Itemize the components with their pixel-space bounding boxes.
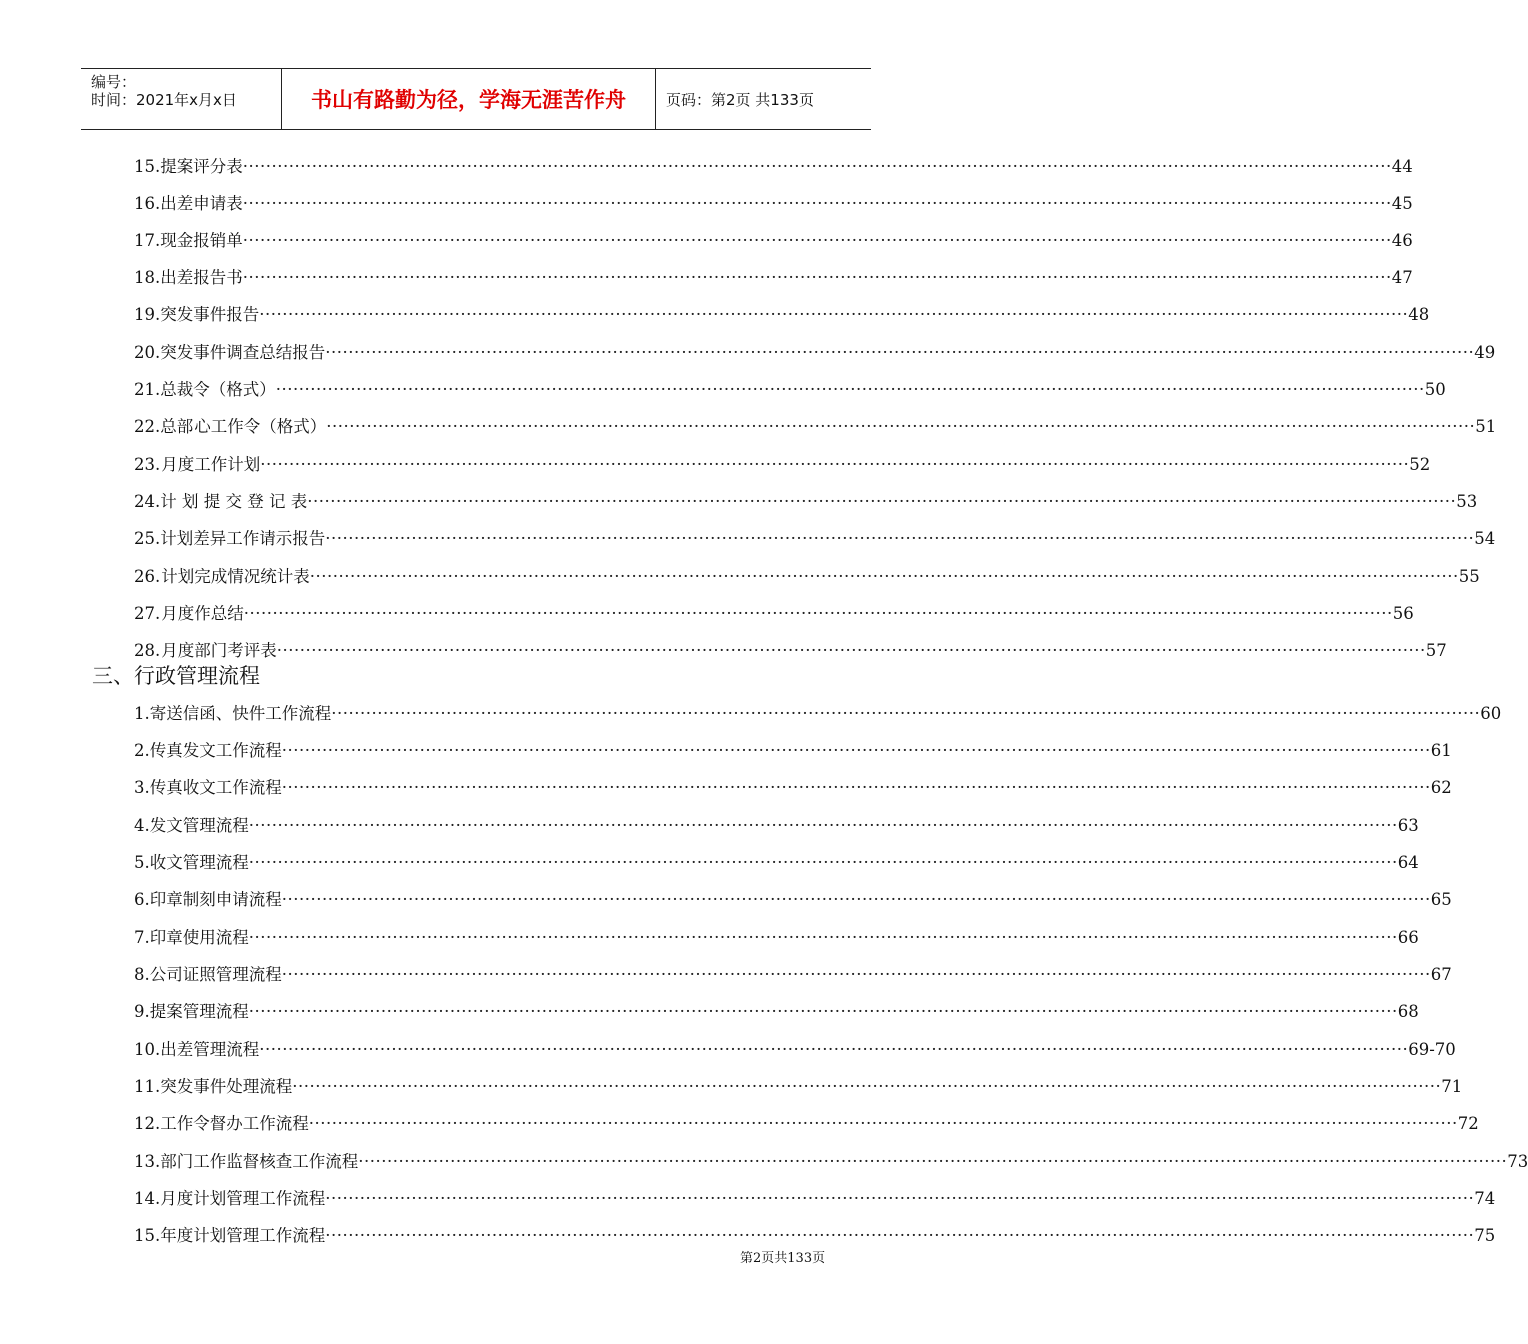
toc-title: 总裁令（格式） xyxy=(160,380,276,399)
toc-page-number: 49 xyxy=(1474,343,1496,362)
toc-title: 公司证照管理流程 xyxy=(149,965,282,984)
toc-page-number: 62 xyxy=(1430,778,1452,797)
toc-page-number: 67 xyxy=(1430,965,1452,984)
leader-dots: ········································································································································································································ xyxy=(260,455,1410,474)
toc-number: 12. xyxy=(134,1114,161,1133)
toc-row xyxy=(134,776,1452,800)
leader-dots: ········································································································································································································ xyxy=(242,157,1392,176)
toc-title: 计划完成情况统计表 xyxy=(161,567,310,586)
toc-page-number: 55 xyxy=(1458,567,1480,586)
toc-title: 出差报告书 xyxy=(160,268,243,287)
leader-dots: ········································································································································································································ xyxy=(281,965,1431,984)
toc-row xyxy=(134,1075,1463,1099)
toc-page-number: 72 xyxy=(1457,1114,1479,1133)
toc-number: 19. xyxy=(134,305,161,324)
leader-dots: ········································································································································································································ xyxy=(243,604,1393,623)
toc-page-number: 61 xyxy=(1430,741,1452,760)
toc-page-number: 54 xyxy=(1474,529,1496,548)
page-footer: 第2页共133页 xyxy=(740,1251,826,1266)
toc-title: 提案管理流程 xyxy=(149,1002,249,1021)
toc-page-number: 48 xyxy=(1408,305,1430,324)
toc-page-number: 69-70 xyxy=(1408,1040,1456,1059)
toc-page-number: 51 xyxy=(1475,417,1497,436)
toc-page-number: 75 xyxy=(1474,1226,1496,1245)
toc-title: 寄送信函、快件工作流程 xyxy=(149,704,332,723)
toc-row xyxy=(134,1038,1456,1062)
toc-title: 出差管理流程 xyxy=(160,1040,260,1059)
toc-title: 心工作令（格式） xyxy=(194,417,327,436)
toc-title: 突发事件调查总结报告 xyxy=(160,343,326,362)
toc-page-number: 60 xyxy=(1480,704,1502,723)
code-label: 编号： xyxy=(91,73,137,91)
toc-row xyxy=(134,739,1452,763)
toc-title: 年度计划管理工作流程 xyxy=(160,1226,326,1245)
toc-number: 17. xyxy=(134,231,161,250)
toc-row xyxy=(134,963,1452,987)
toc-number: 27. xyxy=(134,604,161,623)
leader-dots: ········································································································································································································ xyxy=(331,704,1481,723)
leader-dots: ········································································································································································································ xyxy=(248,853,1398,872)
toc-number: 13. xyxy=(134,1152,161,1171)
toc-title: 突发事件报告 xyxy=(160,305,260,324)
toc-title: 月度计划管理工作流程 xyxy=(160,1189,326,1208)
toc-page-number: 44 xyxy=(1391,157,1413,176)
toc-page-number: 71 xyxy=(1441,1077,1463,1096)
header-page-info: 页码：第2页 共133页 xyxy=(666,90,814,109)
toc-number: 10. xyxy=(134,1040,161,1059)
header-meta xyxy=(81,69,282,129)
toc-row xyxy=(134,527,1496,551)
leader-dots: ········································································································································································································ xyxy=(248,928,1398,947)
toc-number: 24. xyxy=(134,492,161,511)
toc-title: 计 划 提 交 登 记 表 xyxy=(160,492,308,511)
toc-title: 总部 xyxy=(160,417,194,436)
toc-title: 印章使用流程 xyxy=(149,928,249,947)
toc-number: 22. xyxy=(134,417,161,436)
toc-row xyxy=(134,565,1480,589)
toc-row xyxy=(134,1224,1496,1248)
toc-number: 14. xyxy=(134,1189,161,1208)
leader-dots: ········································································································································································································ xyxy=(326,417,1476,436)
leader-dots: ········································································································································································································ xyxy=(325,343,1475,362)
document-header xyxy=(81,68,871,130)
toc-number: 21. xyxy=(134,380,161,399)
toc-row xyxy=(134,378,1446,402)
toc-page-number: 45 xyxy=(1391,194,1413,213)
toc-row xyxy=(134,1187,1496,1211)
toc-page-number: 53 xyxy=(1456,492,1478,511)
toc-title: 提案评分表 xyxy=(160,157,243,176)
toc-page-number: 64 xyxy=(1397,853,1419,872)
toc-page-number: 73 xyxy=(1507,1152,1528,1171)
toc-number: 28. xyxy=(134,641,161,660)
toc-number: 2. xyxy=(134,741,150,760)
toc-number: 20. xyxy=(134,343,161,362)
toc-title: 收文管理流程 xyxy=(149,853,249,872)
toc-number: 11. xyxy=(134,1077,161,1096)
toc-row xyxy=(134,341,1496,365)
toc-number: 4. xyxy=(134,816,150,835)
toc-row xyxy=(134,155,1413,179)
toc-page-number: 63 xyxy=(1397,816,1419,835)
leader-dots: ········································································································································································································ xyxy=(248,816,1398,835)
toc-page-number: 74 xyxy=(1474,1189,1496,1208)
toc-number: 15. xyxy=(134,157,161,176)
toc-row xyxy=(134,814,1419,838)
toc-row xyxy=(134,602,1414,626)
toc-page-number: 50 xyxy=(1424,380,1446,399)
toc-row xyxy=(134,851,1419,875)
toc-title: 工作令督办工作流程 xyxy=(160,1114,309,1133)
toc-row xyxy=(134,1112,1479,1136)
toc-row xyxy=(134,192,1413,216)
toc-title: 传真发文工作流程 xyxy=(149,741,282,760)
leader-dots: ········································································································································································································ xyxy=(259,1040,1409,1059)
leader-dots: ········································································································································································································ xyxy=(308,1114,1458,1133)
leader-dots: ········································································································································································································ xyxy=(325,529,1475,548)
leader-dots: ········································································································································································································ xyxy=(275,380,1425,399)
toc-title: 部门工作监督核查工作流程 xyxy=(160,1152,359,1171)
leader-dots: ········································································································································································································ xyxy=(242,268,1392,287)
toc-title: 月度工作计划 xyxy=(161,455,261,474)
toc-page-number: 52 xyxy=(1409,455,1431,474)
toc-number: 8. xyxy=(134,965,150,984)
toc-title: 印章制刻申请流程 xyxy=(149,890,282,909)
toc-row xyxy=(134,1150,1528,1174)
toc-number: 9. xyxy=(134,1002,150,1021)
toc-page-number: 68 xyxy=(1397,1002,1419,1021)
toc-title: 月度部门考评表 xyxy=(161,641,277,660)
leader-dots: ········································································································································································································ xyxy=(358,1152,1508,1171)
leader-dots: ········································································································································································································ xyxy=(281,890,1431,909)
toc-row xyxy=(134,926,1419,950)
toc-page-number: 66 xyxy=(1397,928,1419,947)
header-motto: 书山有路勤为径，学海无涯苦作舟 xyxy=(282,69,656,129)
leader-dots: ········································································································································································································ xyxy=(325,1189,1475,1208)
leader-dots: ········································································································································································································ xyxy=(242,194,1392,213)
toc-number: 16. xyxy=(134,194,161,213)
toc-row xyxy=(134,303,1430,327)
toc-title: 计划差异工作请示报告 xyxy=(160,529,326,548)
toc-number: 26. xyxy=(134,567,161,586)
section-heading: 三、行政管理流程 xyxy=(92,664,260,688)
toc-number: 18. xyxy=(134,268,161,287)
toc-page-number: 65 xyxy=(1430,890,1452,909)
toc-number: 23. xyxy=(134,455,161,474)
toc-number: 7. xyxy=(134,928,150,947)
toc-row xyxy=(134,639,1447,663)
toc-row xyxy=(134,229,1413,253)
leader-dots: ········································································································································································································ xyxy=(307,492,1457,511)
toc-number: 25. xyxy=(134,529,161,548)
toc-number: 6. xyxy=(134,890,150,909)
toc-row xyxy=(134,415,1497,439)
leader-dots: ········································································································································································································ xyxy=(292,1077,1442,1096)
toc-page-number: 56 xyxy=(1392,604,1414,623)
toc-page-number: 47 xyxy=(1391,268,1413,287)
toc-title: 突发事件处理流程 xyxy=(160,1077,293,1096)
date-label: 时间：2021年x月x日 xyxy=(91,91,237,109)
toc-page-number: 57 xyxy=(1425,641,1447,660)
toc-number: 5. xyxy=(134,853,150,872)
toc-row xyxy=(134,888,1452,912)
leader-dots: ········································································································································································································ xyxy=(242,231,1392,250)
toc-row xyxy=(134,490,1478,514)
toc-number: 1. xyxy=(134,704,150,723)
toc-title: 月度作总结 xyxy=(161,604,244,623)
leader-dots: ········································································································································································································ xyxy=(309,567,1459,586)
toc-title: 现金报销单 xyxy=(160,231,243,250)
toc-row xyxy=(134,702,1502,726)
leader-dots: ········································································································································································································ xyxy=(259,305,1409,324)
leader-dots: ········································································································································································································ xyxy=(281,741,1431,760)
toc-row xyxy=(134,1000,1419,1024)
leader-dots: ········································································································································································································ xyxy=(281,778,1431,797)
toc-page-number: 46 xyxy=(1391,231,1413,250)
toc-title: 出差申请表 xyxy=(160,194,243,213)
toc-number: 15. xyxy=(134,1226,161,1245)
toc-title: 传真收文工作流程 xyxy=(149,778,282,797)
leader-dots: ········································································································································································································ xyxy=(248,1002,1398,1021)
toc-title: 发文管理流程 xyxy=(149,816,249,835)
toc-row xyxy=(134,453,1431,477)
toc-number: 3. xyxy=(134,778,150,797)
leader-dots: ········································································································································································································ xyxy=(276,641,1426,660)
toc-row xyxy=(134,266,1413,290)
leader-dots: ········································································································································································································ xyxy=(325,1226,1475,1245)
